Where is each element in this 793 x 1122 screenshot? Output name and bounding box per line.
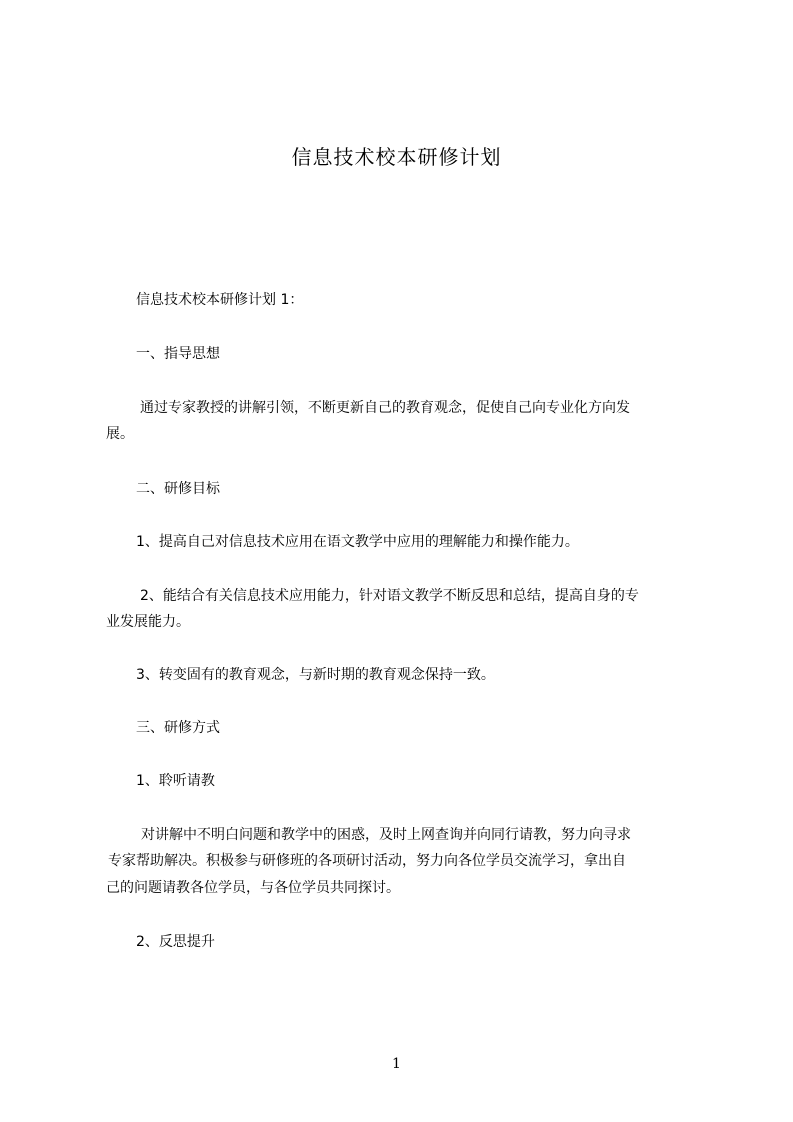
goal-item-2: 2、能结合有关信息技术应用能力，针对语文教学不断反思和总结，提高自身的专 bbox=[140, 588, 639, 604]
subsection-heading-2: 2、反思提升 bbox=[136, 934, 215, 950]
document-title: 信息技术校本研修计划 bbox=[291, 145, 502, 169]
goal-item-1: 1、提高自己对信息技术应用在语文教学中应用的理解能力和操作能力。 bbox=[136, 534, 579, 550]
section-heading-3: 三、研修方式 bbox=[136, 720, 220, 736]
paragraph-line: 己的问题请教各位学员，与各位学员共同探讨。 bbox=[106, 880, 400, 896]
paragraph-line: 专家帮助解决。积极参与研修班的各项研讨活动，努力向各位学员交流学习，拿出自 bbox=[108, 853, 626, 869]
paragraph-line: 对讲解中不明白问题和教学中的困惑，及时上网查询并向同行请教，努力向寻求 bbox=[141, 827, 631, 843]
plan-heading: 信息技术校本研修计划 1： bbox=[136, 292, 304, 308]
paragraph-line: 展。 bbox=[106, 426, 134, 442]
paragraph-line: 通过专家教授的讲解引领，不断更新自己的教育观念，促使自己向专业化方向发 bbox=[140, 400, 630, 416]
goal-item-2-continued: 业发展能力。 bbox=[106, 614, 190, 630]
section-heading-1: 一、指导思想 bbox=[136, 346, 220, 362]
section-heading-2: 二、研修目标 bbox=[136, 481, 220, 497]
subsection-heading-1: 1、聆听请教 bbox=[136, 773, 215, 789]
page-number: 1 bbox=[392, 1056, 401, 1072]
goal-item-3: 3、转变固有的教育观念，与新时期的教育观念保持一致。 bbox=[136, 667, 495, 683]
